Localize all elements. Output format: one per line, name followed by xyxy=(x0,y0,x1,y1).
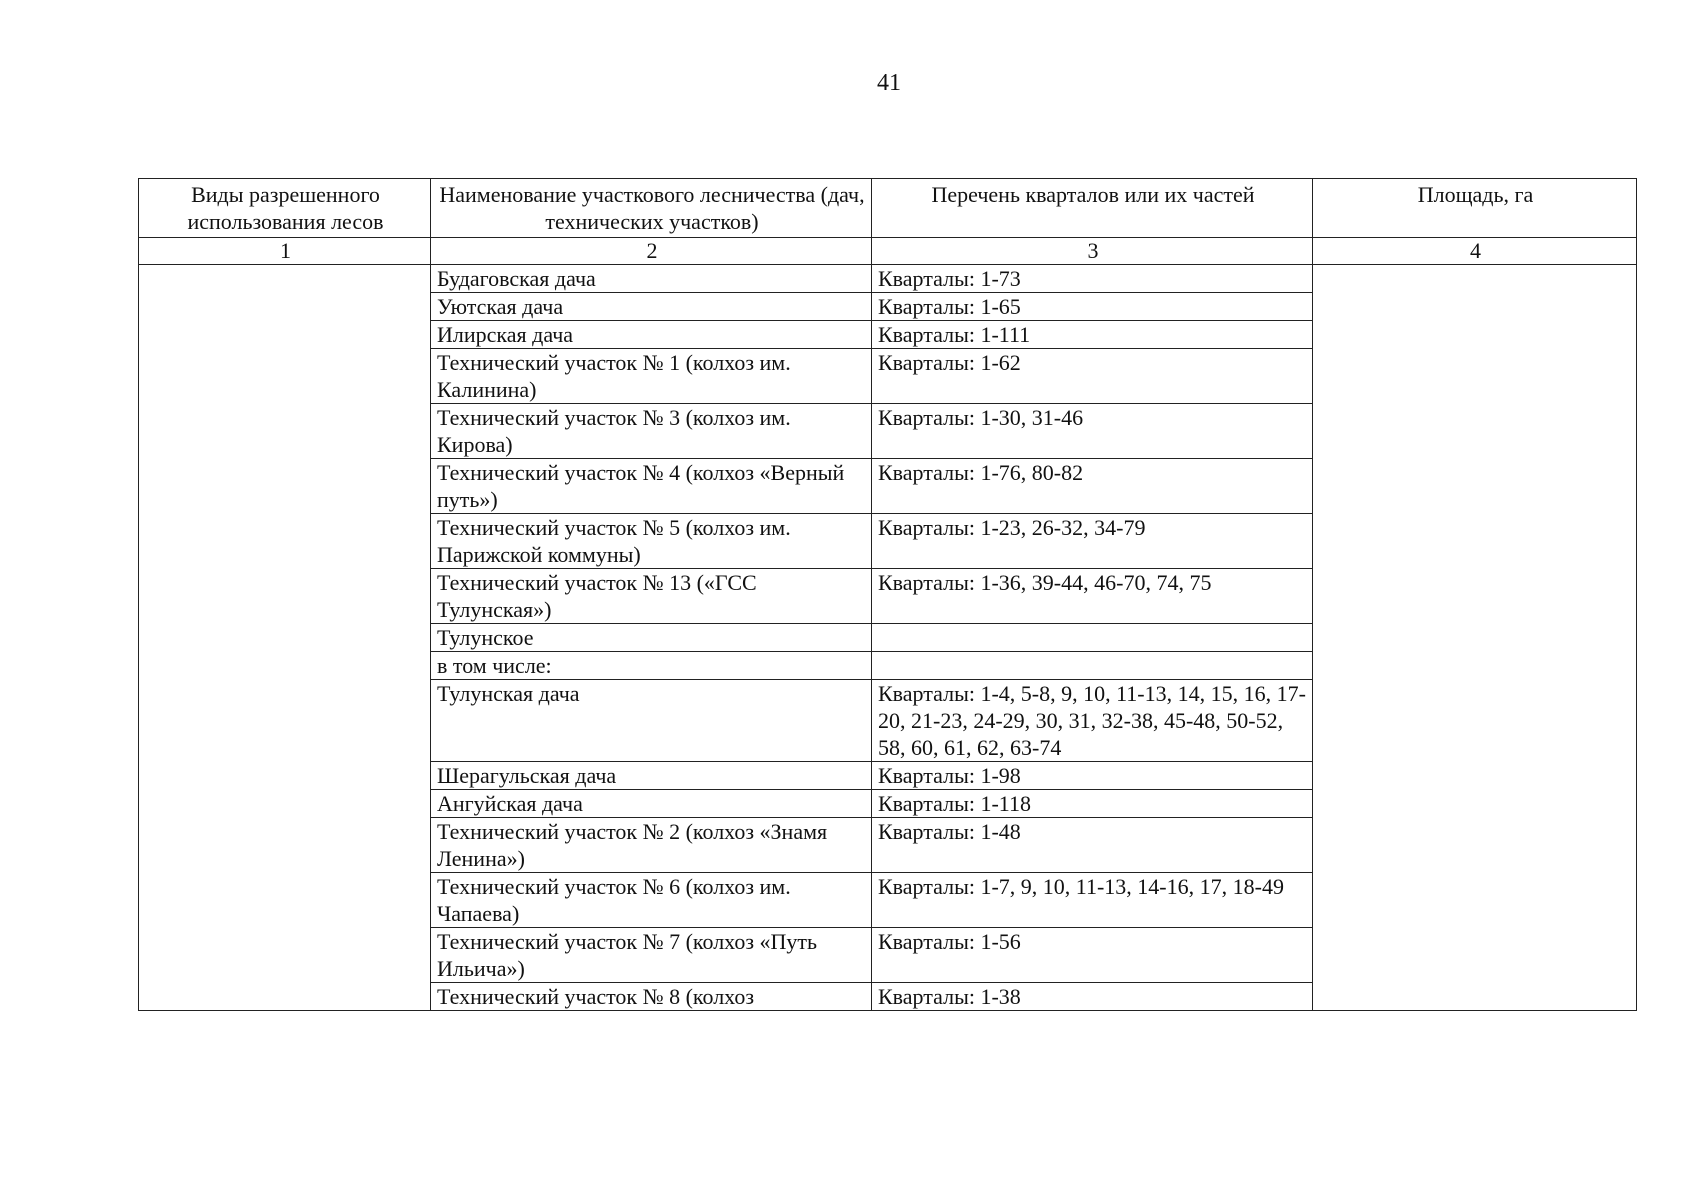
area-cell xyxy=(1313,265,1637,1011)
quarters-cell: Кварталы: 1-30, 31-46 xyxy=(872,404,1313,459)
forestry-name-cell: Технический участок № 5 (колхоз им. Парижской коммуны) xyxy=(431,514,872,569)
quarters-cell: Кварталы: 1-118 xyxy=(872,790,1313,818)
forest-use-table xyxy=(138,178,1637,1011)
forestry-name-cell: Илирская дача xyxy=(431,321,872,349)
forestry-name-cell: Ангуйская дача xyxy=(431,790,872,818)
quarters-cell: Кварталы: 1-65 xyxy=(872,293,1313,321)
column-number: 2 xyxy=(431,238,872,265)
column-number: 1 xyxy=(139,238,431,265)
quarters-cell: Кварталы: 1-62 xyxy=(872,349,1313,404)
table-body xyxy=(139,265,1637,1011)
header-use-types: Виды разрешенного использования лесов xyxy=(139,179,431,238)
forestry-name-cell: Технический участок № 13 («ГСС Тулунская») xyxy=(431,569,872,624)
table-row xyxy=(139,265,1637,293)
header-area: Площадь, га xyxy=(1313,179,1637,238)
quarters-cell: Кварталы: 1-23, 26-32, 34-79 xyxy=(872,514,1313,569)
forestry-name-cell: Шерагульская дача xyxy=(431,762,872,790)
quarters-cell xyxy=(872,624,1313,652)
column-number: 3 xyxy=(872,238,1313,265)
column-number: 4 xyxy=(1313,238,1637,265)
forestry-name-cell: Тулунское xyxy=(431,624,872,652)
quarters-cell: Кварталы: 1-36, 39-44, 46-70, 74, 75 xyxy=(872,569,1313,624)
forestry-name-cell: Технический участок № 2 (колхоз «Знамя Ленина») xyxy=(431,818,872,873)
quarters-cell: Кварталы: 1-98 xyxy=(872,762,1313,790)
column-number-row xyxy=(139,238,1637,265)
forestry-name-cell: в том числе: xyxy=(431,652,872,680)
forestry-name-cell: Технический участок № 3 (колхоз им. Кирова) xyxy=(431,404,872,459)
quarters-cell: Кварталы: 1-7, 9, 10, 11-13, 14-16, 17, 18-49 xyxy=(872,873,1313,928)
forestry-name-cell: Технический участок № 7 (колхоз «Путь Ильича») xyxy=(431,928,872,983)
quarters-cell: Кварталы: 1-111 xyxy=(872,321,1313,349)
use-type-cell xyxy=(139,265,431,1011)
forestry-name-cell: Технический участок № 4 (колхоз «Верный путь») xyxy=(431,459,872,514)
page-number: 41 xyxy=(877,70,901,96)
forestry-name-cell: Тулунская дача xyxy=(431,680,872,762)
quarters-cell: Кварталы: 1-4, 5-8, 9, 10, 11-13, 14, 15, 16, 17-20, 21-23, 24-29, 30, 31, 32-38, 45-48, 50-52, 58, 60, 61, 62, 63-74 xyxy=(872,680,1313,762)
forestry-name-cell: Будаговская дача xyxy=(431,265,872,293)
quarters-cell xyxy=(872,652,1313,680)
table-header-row xyxy=(139,179,1637,238)
header-quarters: Перечень кварталов или их частей xyxy=(872,179,1313,238)
forestry-name-cell: Технический участок № 8 (колхоз xyxy=(431,983,872,1011)
quarters-cell: Кварталы: 1-76, 80-82 xyxy=(872,459,1313,514)
forestry-name-cell: Технический участок № 6 (колхоз им. Чапаева) xyxy=(431,873,872,928)
forestry-name-cell: Технический участок № 1 (колхоз им. Калинина) xyxy=(431,349,872,404)
quarters-cell: Кварталы: 1-38 xyxy=(872,983,1313,1011)
quarters-cell: Кварталы: 1-56 xyxy=(872,928,1313,983)
quarters-cell: Кварталы: 1-48 xyxy=(872,818,1313,873)
header-forestry-name: Наименование участкового лесничества (дач, технических участков) xyxy=(431,179,872,238)
quarters-cell: Кварталы: 1-73 xyxy=(872,265,1313,293)
forestry-name-cell: Уютская дача xyxy=(431,293,872,321)
